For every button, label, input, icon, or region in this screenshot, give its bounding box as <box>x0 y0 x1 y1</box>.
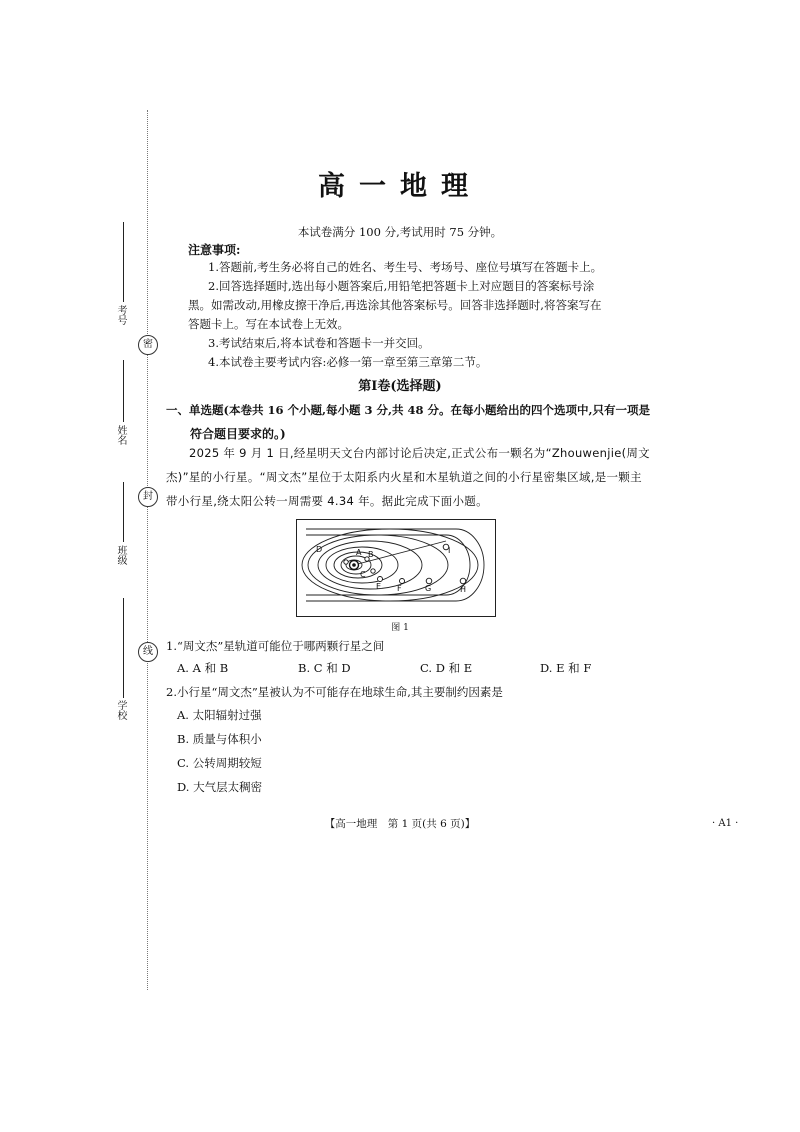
school-line <box>123 598 124 698</box>
question-1-stem: 1.“周文杰”星轨道可能位于哪两颗行星之间 <box>166 639 385 653</box>
binding-dotted-line <box>147 110 148 990</box>
question-1-option-b[interactable]: B. C 和 D <box>298 661 351 675</box>
passage-line: 杰)”星的小行星。“周文杰”星位于太阳系内火星和木星轨道之间的小行星密集区域,是一颗主 <box>166 470 642 484</box>
question-2-option-b[interactable]: B. 质量与体积小 <box>177 732 262 746</box>
passage <box>166 441 650 513</box>
label-name: 姓名 <box>115 425 126 445</box>
seal-feng: 封 <box>138 487 158 507</box>
question-2-option-c[interactable]: C. 公转周期较短 <box>177 756 262 770</box>
figure-label-b: B <box>368 550 374 559</box>
note-line: 2.回答选择题时,选出每小题答案后,用铅笔把答题卡上对应题目的答案标号涂 <box>208 279 595 293</box>
figure-caption: 图 1 <box>391 623 409 633</box>
section-instructions <box>166 398 650 446</box>
label-exam-number: 考号 <box>115 305 126 325</box>
question-1-option-a[interactable]: A. A 和 B <box>177 661 229 675</box>
figure-label-c: C <box>360 570 366 579</box>
question-2-stem: 2.小行星“周文杰”星被认为不可能存在地球生命,其主要制约因素是 <box>166 685 503 699</box>
section-title: 第Ⅰ卷(选择题) <box>358 379 442 394</box>
figure-label-i: I <box>448 546 451 555</box>
figure-label-d: D <box>316 545 323 554</box>
figure-label-h: H <box>460 585 467 594</box>
passage-line: 带小行星,绕太阳公转一周需要 4.34 年。据此完成下面小题。 <box>166 494 488 508</box>
note-line: 答题卡上。写在本试卷上无效。 <box>188 317 349 331</box>
label-class: 班级 <box>115 545 126 565</box>
figure-label-g: G <box>425 584 432 593</box>
seal-mi: 密 <box>138 335 158 355</box>
note-line: 黑。如需改动,用橡皮擦干净后,再选涂其他答案标号。回答非选择题时,将答案写在 <box>188 298 602 312</box>
note-line: 1.答题前,考生务必将自己的姓名、考生号、考场号、座位号填写在答题卡上。 <box>208 260 603 274</box>
passage-line: 2025 年 9 月 1 日,经星明天文台内部讨论后决定,正式公布一颗名为“Zhouwenjie(周文 <box>189 446 650 460</box>
page-footer: 【高一地理 第 1 页(共 6 页)】 <box>324 818 476 830</box>
question-1-option-c[interactable]: C. D 和 E <box>420 661 473 675</box>
figure-label-e: E <box>376 582 382 591</box>
question-2-option-d[interactable]: D. 大气层太稠密 <box>177 780 263 794</box>
figure-label-f: F <box>397 584 402 593</box>
paper-code: · A1 · <box>712 818 739 829</box>
figure-label-a: A <box>356 548 362 557</box>
label-school: 学校 <box>115 700 126 720</box>
question-2-option-a[interactable]: A. 太阳辐射过强 <box>177 708 262 722</box>
seal-xian: 线 <box>138 642 158 662</box>
section-instructions-line: 一、单选题(本卷共 16 个小题,每小题 3 分,共 48 分。在每小题给出的四个选项中,只有一项是 <box>166 403 650 417</box>
question-1-option-d[interactable]: D. E 和 F <box>540 661 592 675</box>
exam-info: 本试卷满分 100 分,考试用时 75 分钟。 <box>297 225 503 239</box>
notes-heading: 注意事项: <box>188 243 241 257</box>
note-line: 3.考试结束后,将本试卷和答题卡一并交回。 <box>208 336 430 350</box>
page-title: 高一地理 <box>318 171 482 202</box>
section-instructions-line: 符合题目要求的。) <box>190 427 286 441</box>
class-line <box>123 482 124 542</box>
solar-system-figure <box>296 519 496 617</box>
note-line: 4.本试卷主要考试内容:必修一第一章至第三章第二节。 <box>208 355 488 369</box>
